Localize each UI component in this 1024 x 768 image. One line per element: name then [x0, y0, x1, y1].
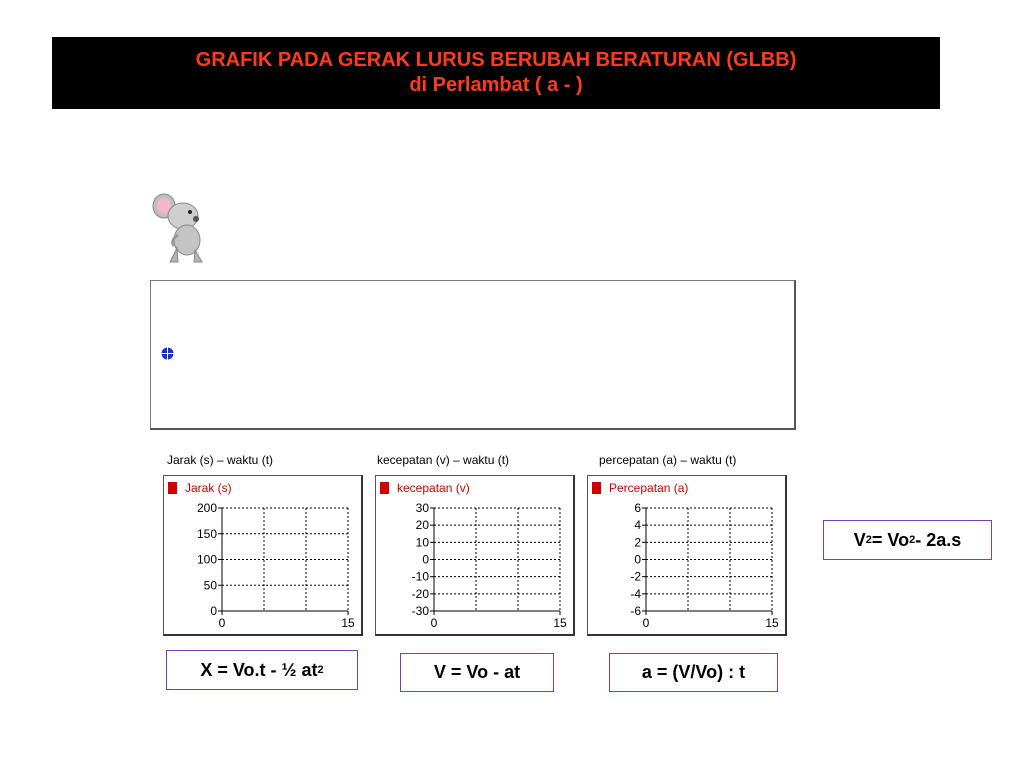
chart-caption-acceleration: percepatan (a) – waktu (t) [599, 453, 737, 467]
y-tick-label: 2 [634, 535, 641, 550]
y-tick-label: 100 [196, 552, 217, 567]
chart-caption-velocity: kecepatan (v) – waktu (t) [377, 453, 510, 467]
x-tick-label: 0 [642, 616, 650, 630]
y-tick-label: 4 [634, 518, 641, 533]
formula-timeless-rest: - 2a.s [915, 529, 962, 550]
formula-timeless: V 2 = Vo 2 - 2a.s [823, 520, 992, 560]
x-tick-label: 0 [430, 616, 438, 630]
blue-ball-icon [161, 347, 174, 360]
title-line-2: di Perlambat ( a - ) [409, 74, 583, 96]
y-tick-label: 0 [634, 552, 641, 567]
x-tick-label: 0 [218, 616, 226, 630]
y-tick-label: 30 [415, 501, 429, 515]
legend-label: kecepatan (v) [397, 481, 470, 495]
y-tick-label: -10 [411, 569, 429, 584]
y-tick-label: 0 [422, 552, 429, 567]
formula-position-main: X = Vo.t - ½ at [200, 659, 318, 680]
y-tick-label: -20 [411, 586, 429, 601]
x-tick-label: 15 [553, 616, 567, 630]
distance-chart [163, 475, 363, 636]
mouse-character-icon [150, 190, 216, 266]
y-tick-label: 200 [196, 501, 217, 515]
y-tick-label: -2 [630, 569, 641, 584]
y-tick-label: -6 [630, 604, 641, 618]
formula-timeless-v: V [853, 529, 866, 550]
y-tick-label: 6 [634, 501, 641, 515]
chart-plot [164, 476, 361, 634]
x-tick-label: 15 [765, 616, 779, 630]
x-tick-label: 15 [341, 616, 355, 630]
legend-label: Percepatan (a) [609, 481, 689, 495]
formula-velocity: V = Vo - at [400, 653, 554, 692]
formula-acceleration: a = (V/Vo) : t [609, 653, 778, 692]
y-tick-label: 50 [203, 578, 217, 593]
acceleration-chart [587, 475, 787, 636]
y-tick-label: 10 [415, 535, 429, 550]
legend-label: Jarak (s) [185, 481, 232, 495]
y-tick-label: 20 [415, 518, 429, 533]
title-banner [52, 37, 940, 109]
chart-plot [588, 476, 785, 634]
chart-plot [376, 476, 573, 634]
y-tick-label: 150 [196, 526, 217, 541]
title-line-1: GRAFIK PADA GERAK LURUS BERUBAH BERATURAN (GLBB) [195, 49, 797, 71]
motion-track-panel [150, 280, 796, 430]
chart-caption-distance: Jarak (s) – waktu (t) [167, 453, 274, 467]
y-tick-label: -30 [411, 604, 429, 618]
y-tick-label: -4 [630, 586, 641, 601]
velocity-chart [375, 475, 575, 636]
y-tick-label: 0 [210, 604, 217, 618]
formula-timeless-mid: = Vo [871, 529, 910, 550]
formula-position: X = Vo.t - ½ at 2 [166, 650, 358, 690]
